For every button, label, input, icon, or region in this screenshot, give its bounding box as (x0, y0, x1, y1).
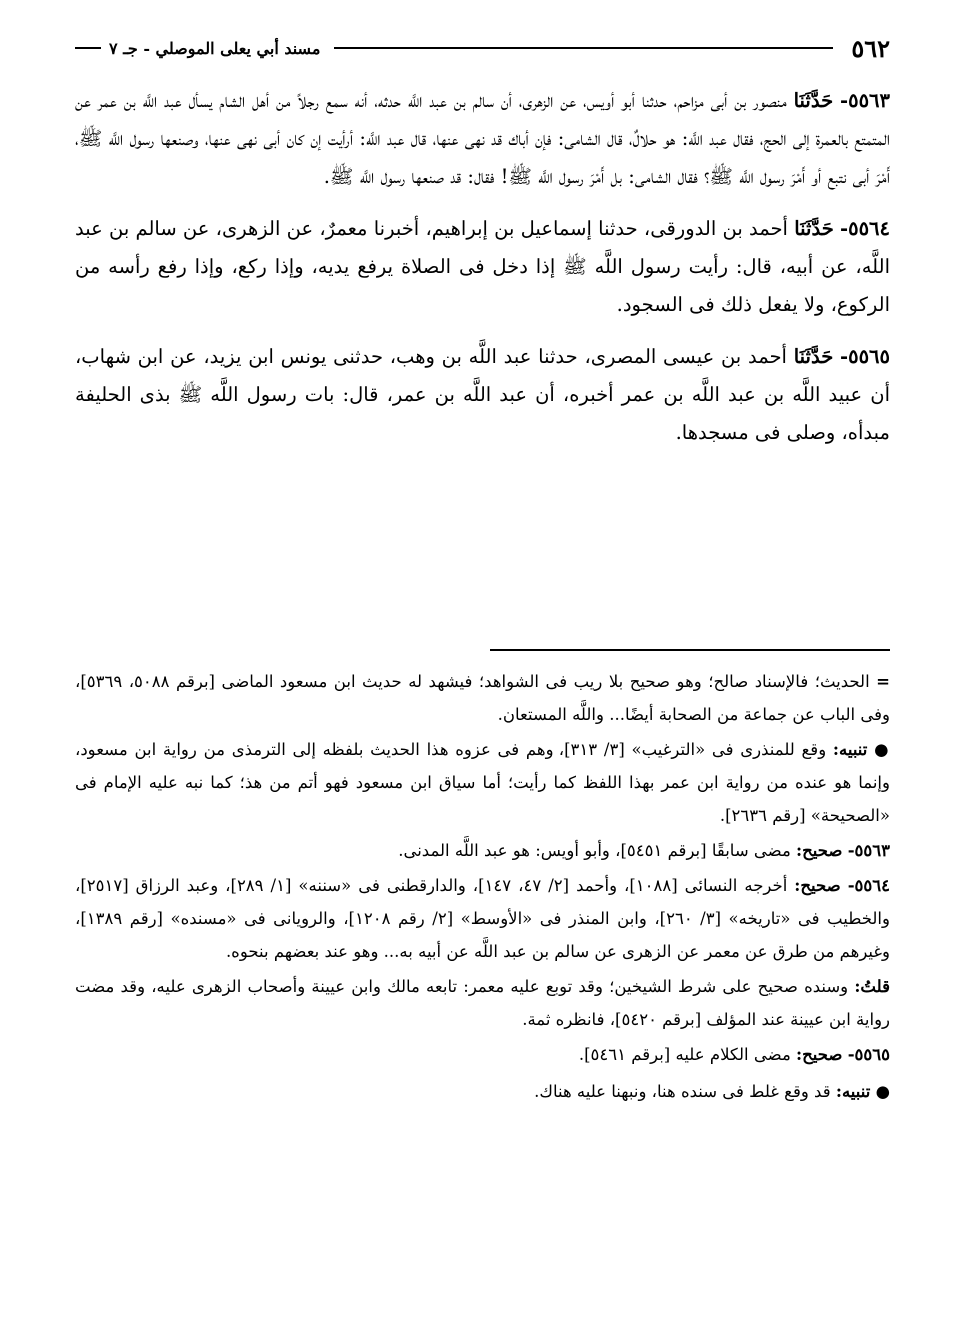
footnote-text: وقع للمنذرى فى «الترغيب» [٣/ ٣١٣]، وهم فى عزوه هذا الحديث بلفظه إلى الترمذى من رواية ابن مسعود، وإنما هو عنده من رواية ابن عمر بهذا اللفظ كما رأيت؛ أما سياق ابن مسعود فهو أتم من هذ؛ كما نبه عليه الإمام فى «الصحيحة» [رقم ٢٦٣٦]. (75, 740, 890, 825)
footnote-5563 (75, 834, 890, 867)
page-number: ٥٦٢ (851, 33, 890, 63)
book-page (75, 22, 890, 1312)
footnote-label: تنبيه: (832, 740, 868, 759)
footnote-text: أخرجه النسائى [١٠٨٨]، وأحمد [٢/ ٤٧، ١٤٧]، والدارقطنى فى «سننه» [١/ ٢٨٩]، وعبد الرزاق [٢٥١٧]، والخطيب فى «تاريخه» [٣/ ٢٦٠]، وابن المنذر فى «الأوسط» [٢/ رقم ١٢٠٨]، والرويانى فى «مسنده» [رقم ١٣٨٩]، وغيرهم من طرق عن معمر عن الزهرى عن سالم بن عبد اللَّه عن أبيه به... وهو عند بعضهم بنحوه. (75, 876, 890, 961)
footnote-text: مضى سابقًا [برقم ٥٤٥١]، وأبو أويس: هو عبد اللَّه المدنى. (398, 841, 791, 860)
footnote-5565 (75, 1038, 890, 1071)
bullet-icon: ● (875, 1082, 890, 1101)
hadith-lead-word: حَدَّثَنَا (793, 345, 834, 368)
hadith-5565 (75, 338, 890, 452)
running-title: مسند أبي يعلى الموصلي - جـ ٧ (109, 38, 321, 58)
footnote-continuation (75, 665, 890, 731)
footnote-text: الحديث؛ فالإسناد صالح؛ وهو صحيح بلا ريب فى الشواهد؛ فيشهد له حديث ابن مسعود الماضى [برقم ٥٠٨٨، ٥٣٦٩]، وفى الباب عن جماعة من الصحابة أيضًا... واللَّه المستعان. (75, 672, 890, 724)
hadith-5564 (75, 210, 890, 324)
footnote-label: صحيح: (796, 841, 843, 860)
hadith-number: ٥٥٦٣- (840, 89, 891, 112)
hadith-number: ٥٥٦٥- (840, 345, 890, 368)
hadith-body: أحمد بن الدورقى، حدثنا إسماعيل بن إبراهيم، أخبرنا معمرٌ، عن الزهرى، عن سالم بن عبد اللَّه، عن أبيه، قال: رأيت رسول اللَّه ﷺ إذا دخل فى الصلاة يرفع يديه، وإذا ركع، وإذا رفع رأسه من الركوع، ولا يفعل ذلك فى السجود. (75, 217, 890, 316)
footnote-label: صحيح: (794, 876, 841, 895)
footnote-separator (490, 649, 890, 651)
hadith-body: أحمد بن عيسى المصرى، حدثنا عبد اللَّه بن وهب، حدثنى يونس ابن يزيد، عن ابن شهاب، أن عبيد اللَّه بن عبد اللَّه بن عمر أخبره، أن عبد اللَّه بن عمر، قال: بات رسول اللَّه ﷺ بذى الحليفة مبدأه، وصلى فى مسجدها. (75, 345, 890, 444)
continuation-marker: = (876, 672, 890, 691)
header-rule (334, 47, 833, 49)
footnote-text: مضى الكلام عليه [برقم ٥٤٦١]. (578, 1045, 791, 1064)
footnote-number: ٥٥٦٣- (847, 841, 890, 860)
footnote-comment (75, 970, 890, 1036)
footnote-label: قلتُ: (854, 977, 890, 996)
hadith-lead-word: حَدَّثَنَا (794, 217, 834, 240)
page-header (75, 28, 890, 68)
header-dash (75, 47, 101, 49)
footnote-text: قد وقع غلط فى سنده هنا، ونبهنا عليه هناك. (534, 1082, 831, 1101)
hadith-text-block (75, 82, 890, 466)
hadith-5563 (75, 82, 890, 196)
footnotes-block (75, 665, 890, 1110)
footnote-number: ٥٥٦٥- (847, 1045, 890, 1064)
hadith-body: منصور بن أبى مزاحم، حدثنا أبو أويس، عن الزهرى، أن سالم بن عبد اللَّه حدثه، أنه سمع رجلاً من أهل الشام يسأل عبد اللَّه بن عمر عن المتمتع بالعمرة إلى الحج، فقال عبد اللَّه: هو حلالٌ، قال الشامى: فإن أباك قد نهى عنها، قال عبد اللَّه: أرأيت إن كان أبى نهى عنها، وصنعها رسول اللَّه ﷺ، أَمْرَ أبى نتبع أو أَمْرَ رسول اللَّه ﷺ؟ فقال الشامى: بل أَمْرَ رسول اللَّه ﷺ! فقال: قد صنعها رسول اللَّه ﷺ. (75, 89, 890, 188)
footnote-label: صحيح: (796, 1045, 843, 1064)
footnote-number: ٥٥٦٤- (847, 876, 890, 895)
footnote-label: تنبيه: (835, 1082, 871, 1101)
bullet-icon: ● (874, 740, 890, 759)
footnote-text: وسنده صحيح على شرط الشيخين؛ وقد توبع عليه معمر: تابعه مالك وابن عيينة وأصحاب الزهرى عليه، وقد مضت رواية ابن عيينة عند المؤلف [برقم ٥٤٢٠]، فانظره ثمة. (75, 977, 890, 1029)
footnote-notice (75, 733, 890, 832)
hadith-number: ٥٥٦٤- (840, 217, 891, 240)
footnote-notice-final (75, 1075, 890, 1108)
footnote-5564 (75, 869, 890, 968)
hadith-lead-word: حَدَّثَنَا (793, 89, 834, 112)
